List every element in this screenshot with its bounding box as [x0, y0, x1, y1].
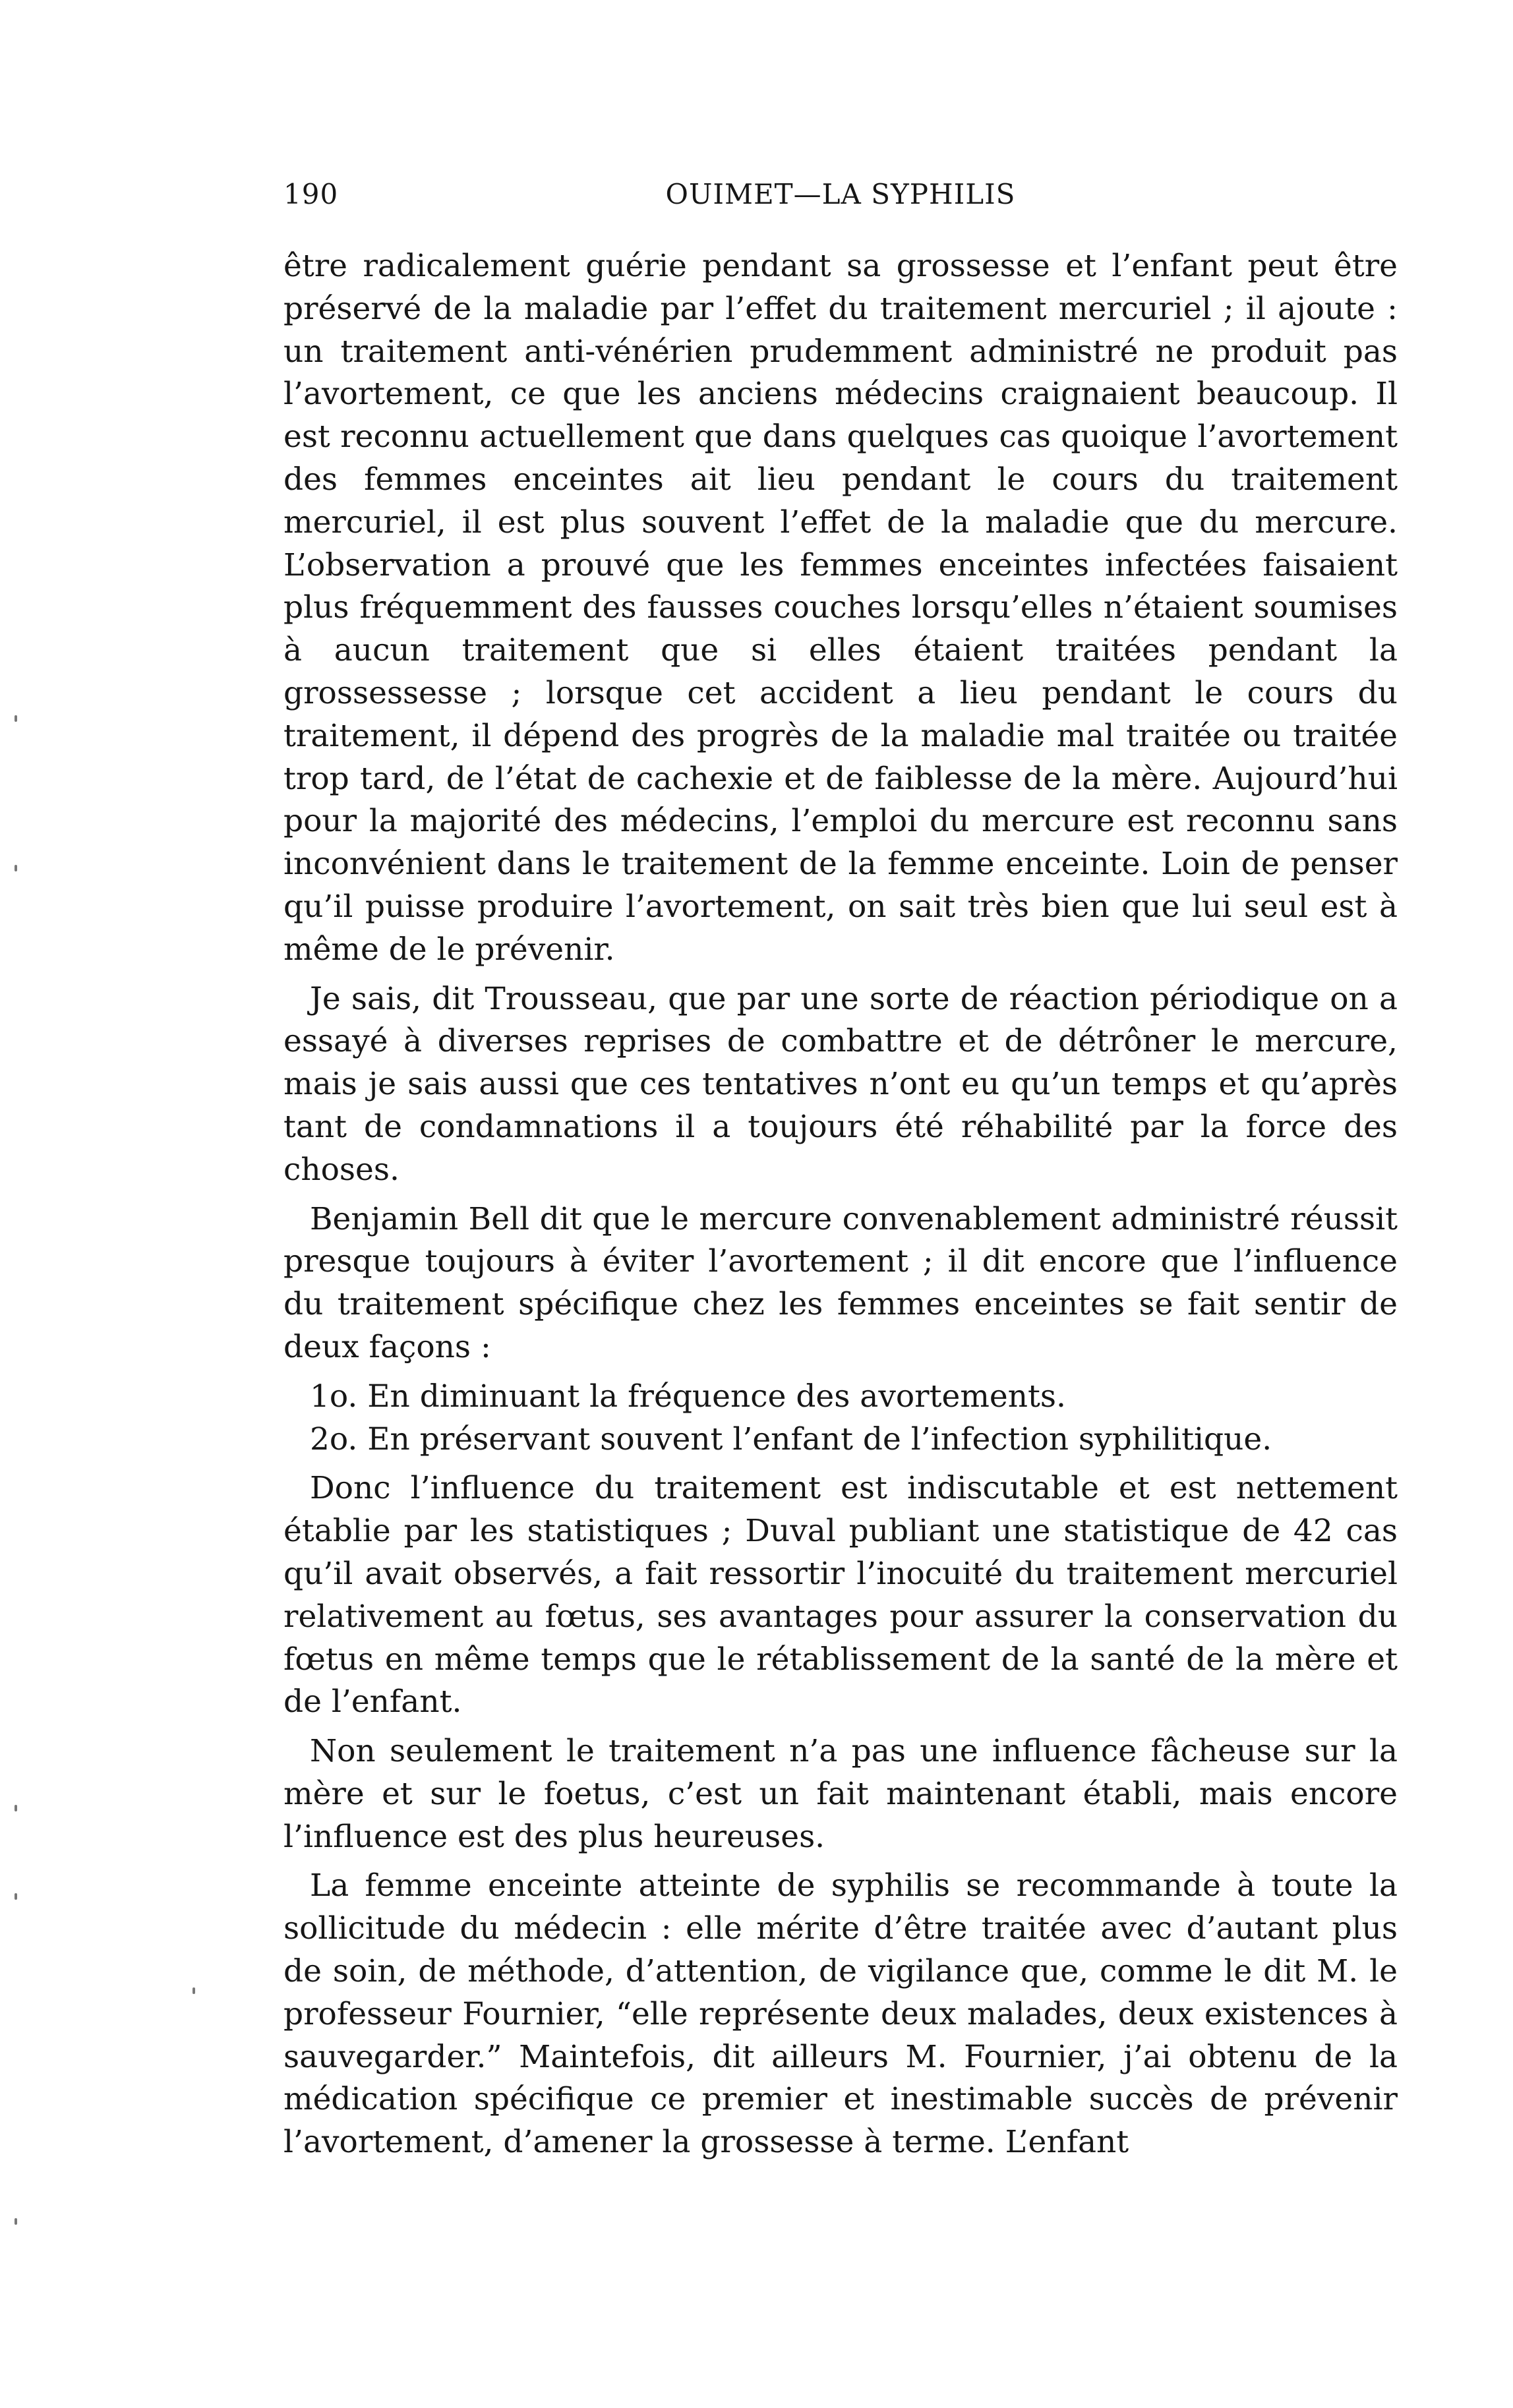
scan-speck-6 — [15, 2218, 17, 2225]
paragraph-bell: Benjamin Bell dit que le mercure convenablement administré réussit presque toujours à éviter l’avortement ; il dit encore que l’influence du traitement spécifique chez les femmes enceintes se fait sentir de deux façons : — [283, 1200, 1398, 1365]
scan-speck-2 — [15, 865, 17, 871]
paragraph-trousseau: Je sais, dit Trousseau, que par une sorte de réaction périodique on a essayé à diverses reprises de combattre et de détrôner le mercure, mais je sais aussi que ces tentatives n’ont eu qu’un temps et qu’après tant de condamnations il a toujours été réhabilité par la force des choses. — [283, 980, 1398, 1188]
paragraph-continuation: être radicalement guérie pendant sa grossesse et l’enfant peut être préservé de la maladie par l’effet du traitement mercuriel ; il ajoute : un traitement anti-vénérien prudemment administré ne produit pas l’avortement, ce que les anciens médecins craignaient beaucoup. Il est reconnu actuellement que dans quelques cas quoique l’avortement des femmes enceintes ait lieu pendant le cours du traitement mercuriel, il est plus souvent l’effet de la maladie que du mercure. L’observation a prouvé que les femmes enceintes infectées faisaient plus fréquemment des fausses couches lorsqu’elles n’étaient soumises à aucun traitement que si elles étaient traitées pendant la grossessesse ; lorsque cet accident a lieu pendant le cours du traitement, il dépend des progrès de la maladie mal traitée ou traitée trop tard, de l’état de cachexie et de faiblesse de la mère. Aujourd’hui pour la majorité des médecins, l’emploi du mercure est reconnu sans inconvénient dans le traitement de la femme enceinte. Loin de penser qu’il puisse produire l’avortement, on sait très bien que lui seul est à même de le prévenir. — [283, 248, 1398, 968]
list-item-1: 1o. En diminuant la fréquence des avortements. — [310, 1378, 1066, 1415]
list-item-2: 2o. En préservant souvent l’enfant de l’infection syphilitique. — [310, 1421, 1272, 1457]
scan-speck-1 — [15, 715, 17, 722]
scan-speck-5 — [193, 1987, 195, 1994]
running-title: OUIMET—LA SYPHILIS — [665, 178, 1016, 210]
page-number: 190 — [283, 178, 339, 210]
scan-speck-4 — [15, 1893, 17, 1900]
page-header — [283, 178, 1398, 218]
body-text — [283, 245, 1398, 2164]
paragraph-duval: Donc l’influence du traitement est indiscutable et est nettement établie par les statistiques ; Duval publiant une statistique de 42 cas qu’il avait observés, a fait ressortir l’inocuité du traitement mercuriel relativement au fœtus, ses avantages pour assurer la conservation du fœtus en même temps que le rétablissement de la santé de la mère et de l’enfant. — [283, 1470, 1398, 1720]
paragraph-femme-enceinte: La femme enceinte atteinte de syphilis se recommande à toute la sollicitude du médecin : elle mérite d’être traitée avec d’autant plus de soin, de méthode, d’attention, de vigilance que, comme le dit M. le professeur Fournier, “elle représente deux malades, deux existences à sauvegarder.” Maintefois, dit ailleurs M. Fournier, j’ai obtenu de la médication spécifique ce premier et inestimable succès de prévenir l’avortement, d’amener la grossesse à terme. L’enfant — [283, 1867, 1398, 2161]
paragraph-non-seulement: Non seulement le traitement n’a pas une influence fâcheuse sur la mère et sur le foetus, c’est un fait maintenant établi, mais encore l’influence est des plus heureuses. — [283, 1733, 1398, 1855]
scan-speck-3 — [15, 1805, 17, 1811]
